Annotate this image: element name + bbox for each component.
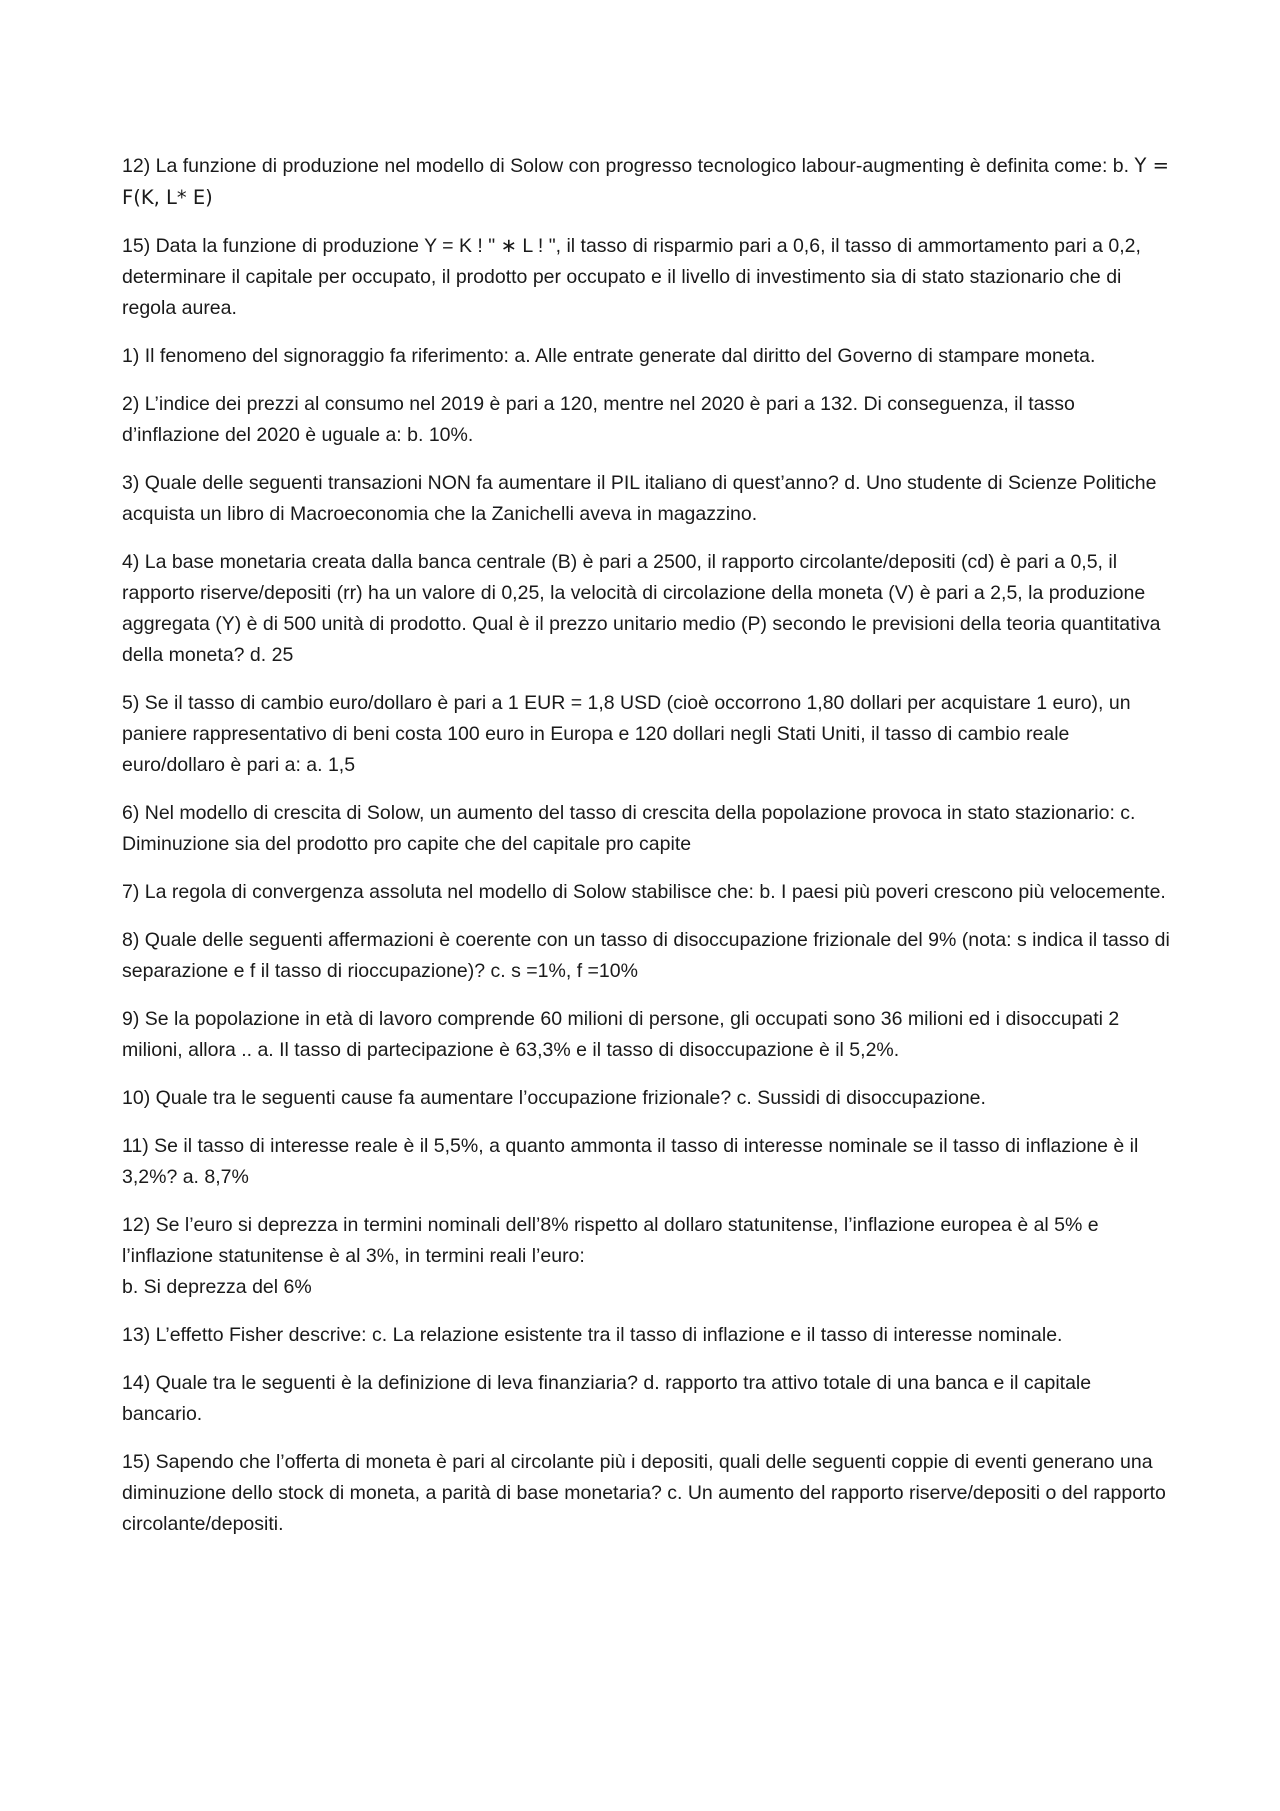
question-10-occupazione-frizionale: 10) Quale tra le seguenti cause fa aumentare l’occupazione frizionale? c. Sussidi di disoccupazione. (122, 1087, 986, 1109)
question-9-partecipazione: 9) Se la popolazione in età di lavoro comprende 60 milioni di persone, gli occupati sono 36 milioni ed i disoccupati 2 milioni, allora .. a. Il tasso di partecipazione è 63,3% e il tasso di disoccupazione è il 5,2%. (122, 1008, 1120, 1061)
question-8-disoccupazione-frizionale: 8) Quale delle seguenti affermazioni è coerente con un tasso di disoccupazione frizionale del 9% (nota: s indica il tasso di separazione e f il tasso di rioccupazione)? c. s =1%, f =10% (122, 929, 1170, 982)
question-text: 12) La funzione di produzione nel modello di Solow con progresso tecnologico labour-augmenting è definita come: b. (122, 155, 1135, 177)
question-7-convergenza: 7) La regola di convergenza assoluta nel modello di Solow stabilisce che: b. I paesi più poveri crescono più velocemente. (122, 881, 1166, 903)
question-6-solow-popolazione: 6) Nel modello di crescita di Solow, un aumento del tasso di crescita della popolazione provoca in stato stazionario: c. Diminuzione sia del prodotto pro capite che del capitale pro capite (122, 802, 1136, 855)
question-12-deprezzamento-euro: 12) Se l’euro si deprezza in termini nominali dell’8% rispetto al dollaro statunitense, l’inflazione europea è al 5% e l’inflazione statunitense è al 3%, in termini reali l’euro: b. Si deprezza del 6% (122, 1214, 1099, 1298)
question-11-tasso-nominale: 11) Se il tasso di interesse reale è il 5,5%, a quanto ammonta il tasso di interesse nominale se il tasso di inflazione è il 3,2%? a. 8,7% (122, 1135, 1139, 1188)
question-14-leva-finanziaria: 14) Quale tra le seguenti è la definizione di leva finanziaria? d. rapporto tra attivo totale di una banca e il capitale bancario. (122, 1372, 1092, 1425)
question-2-cpi-inflation: 2) L’indice dei prezzi al consumo nel 2019 è pari a 120, mentre nel 2020 è pari a 132. Di conseguenza, il tasso d’inflazione del 2020 è uguale a: b. 10%. (122, 393, 1075, 446)
formula: Y = F(K, L* E) (122, 154, 1169, 209)
question-3-pil: 3) Quale delle seguenti transazioni NON fa aumentare il PIL italiano di quest’anno? d. Uno studente di Scienze Politiche acquista un libro di Macroeconomia che la Zanichelli aveva in magazzino. (122, 472, 1157, 525)
question-5-cambio-reale: 5) Se il tasso di cambio euro/dollaro è pari a 1 EUR = 1,8 USD (cioè occorrono 1,80 dollari per acquistare 1 euro), un paniere rappresentativo di beni costa 100 euro in Europa e 120 dollari negli Stati Uniti, il tasso di cambio reale euro/dollaro è pari a: a. 1,5 (122, 692, 1131, 776)
document-body (122, 150, 1172, 1540)
question-4-base-monetaria: 4) La base monetaria creata dalla banca centrale (B) è pari a 2500, il rapporto circolante/depositi (cd) è pari a 0,5, il rapporto riserve/depositi (rr) ha un valore di 0,25, la velocità di circolazione della moneta (V) è pari a 2,5, la produzione aggregata (Y) è di 500 unità di prodotto. Qual è il prezzo unitario medio (P) secondo le previsioni della teoria quantitativa della moneta? d. 25 (122, 551, 1161, 666)
question-13-effetto-fisher: 13) L’effetto Fisher descrive: c. La relazione esistente tra il tasso di inflazione e il tasso di interesse nominale. (122, 1324, 1063, 1346)
question-1-signoraggio: 1) Il fenomeno del signoraggio fa riferimento: a. Alle entrate generate dal diritto del Governo di stampare moneta. (122, 345, 1096, 367)
question-15-offerta-moneta: 15) Sapendo che l’offerta di moneta è pari al circolante più i depositi, quali delle seguenti coppie di eventi generano una diminuzione dello stock di moneta, a parità di base monetaria? c. Un aumento del rapporto riserve/depositi o del rapporto circolante/depositi. (122, 1451, 1166, 1535)
question-12-production-function (122, 150, 1172, 214)
question-15-production-function-exercise: 15) Data la funzione di produzione Y = K ! " ∗ L ! ", il tasso di risparmio pari a 0,6, il tasso di ammortamento pari a 0,2, determinare il capitale per occupato, il prodotto per occupato e il livello di investimento sia di stato stazionario che di regola aurea. (122, 235, 1141, 319)
